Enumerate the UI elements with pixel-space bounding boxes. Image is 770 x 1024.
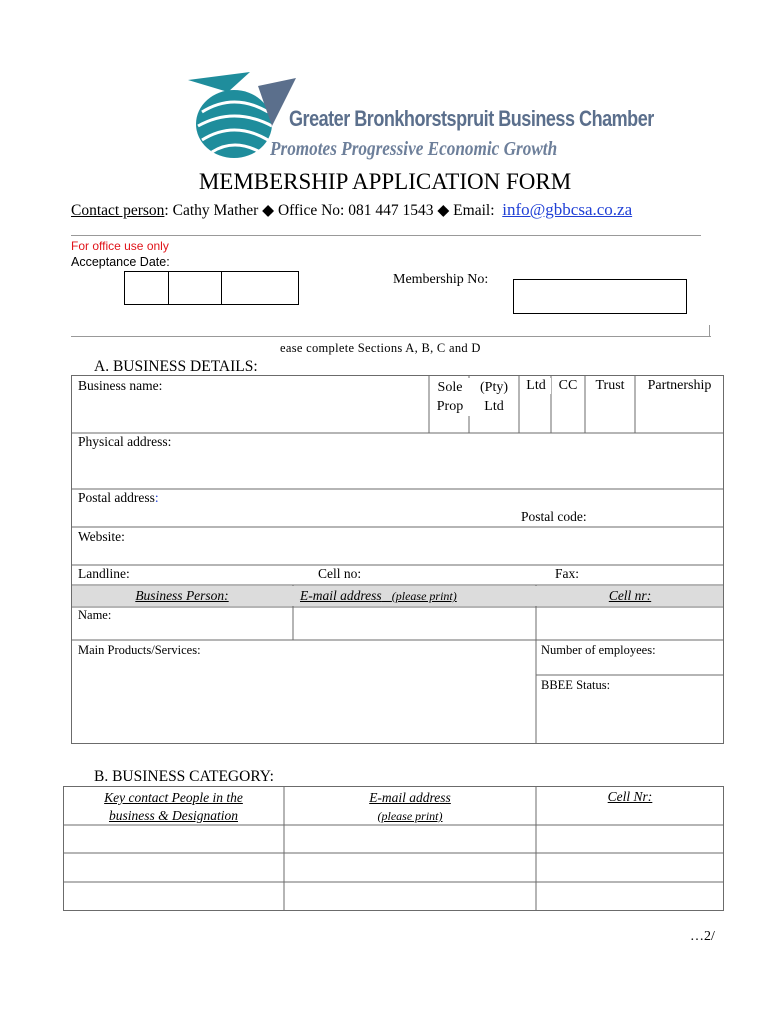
entity-pty-ltd[interactable]: (Pty) Ltd [472,378,516,416]
date-box[interactable] [169,272,222,304]
cell-nr-header: Cell nr: [608,588,652,603]
cell-no-label: Cell no: [318,566,362,581]
key-contact-header: Key contact People in the business & Designation [104,790,243,823]
date-box[interactable] [222,272,298,304]
logo-organisation-name: Greater Bronkhorstspruit Business Chamber [289,106,654,131]
entity-ltd[interactable]: Ltd [521,378,551,394]
office-number: 081 447 1543 [348,202,434,219]
email-label: Email: [453,202,495,219]
business-person-header: Business Person: [135,588,229,603]
postal-code-label: Postal code: [521,509,587,524]
website-label: Website: [78,529,125,544]
entity-cc[interactable]: CC [553,378,583,394]
divider [71,336,711,337]
diamond-icon: ◆ [262,202,275,219]
employees-label: Number of employees: [541,643,656,657]
main-products-label: Main Products/Services: [78,643,201,657]
logo-tagline: Promotes Progressive Economic Growth [270,138,558,160]
email-link[interactable]: info@gbbcsa.co.za [502,200,633,219]
cell-nr-column-header: Cell Nr: [607,789,653,804]
instructions-text: ease complete Sections A, B, C and D [280,341,481,355]
date-box[interactable] [125,272,169,304]
acceptance-date-label: Acceptance Date: [71,255,170,269]
beee-label: BBEE Status: [541,678,611,692]
fax-label: Fax: [555,566,580,581]
diamond-icon: ◆ [437,202,450,219]
office-use-label: For office use only [71,239,169,253]
entity-trust[interactable]: Trust [587,378,633,394]
physical-address-label: Physical address: [78,434,172,449]
contact-person-name: : Cathy Mather [164,202,259,219]
divider [71,235,701,236]
office-label: Office No: [277,202,345,219]
entity-partnership[interactable]: Partnership [637,378,722,394]
page-number: …2/ [690,929,715,944]
divider-tick [709,325,710,337]
contact-line [71,200,632,220]
business-name-label: Business name: [78,378,163,393]
landline-label: Landline: [78,566,130,581]
acceptance-date-boxes[interactable] [124,271,299,305]
membership-no-label: Membership No: [393,272,489,287]
postal-address-label: Postal address: [78,490,159,505]
section-b-heading: B. BUSINESS CATEGORY: [94,768,274,785]
name-label: Name: [78,608,112,622]
email-column-header: E-mail address (please print) [369,790,451,823]
section-a-heading: A. BUSINESS DETAILS: [94,358,258,375]
entity-sole-prop[interactable]: Sole Prop [430,378,470,416]
contact-person-label: Contact person [71,202,165,219]
form-title: MEMBERSHIP APPLICATION FORM [198,169,572,194]
membership-no-box[interactable] [513,279,687,314]
section-a-grid [71,375,724,744]
email-header: E-mail address (please print) [300,588,457,603]
section-a-lines [71,375,724,744]
